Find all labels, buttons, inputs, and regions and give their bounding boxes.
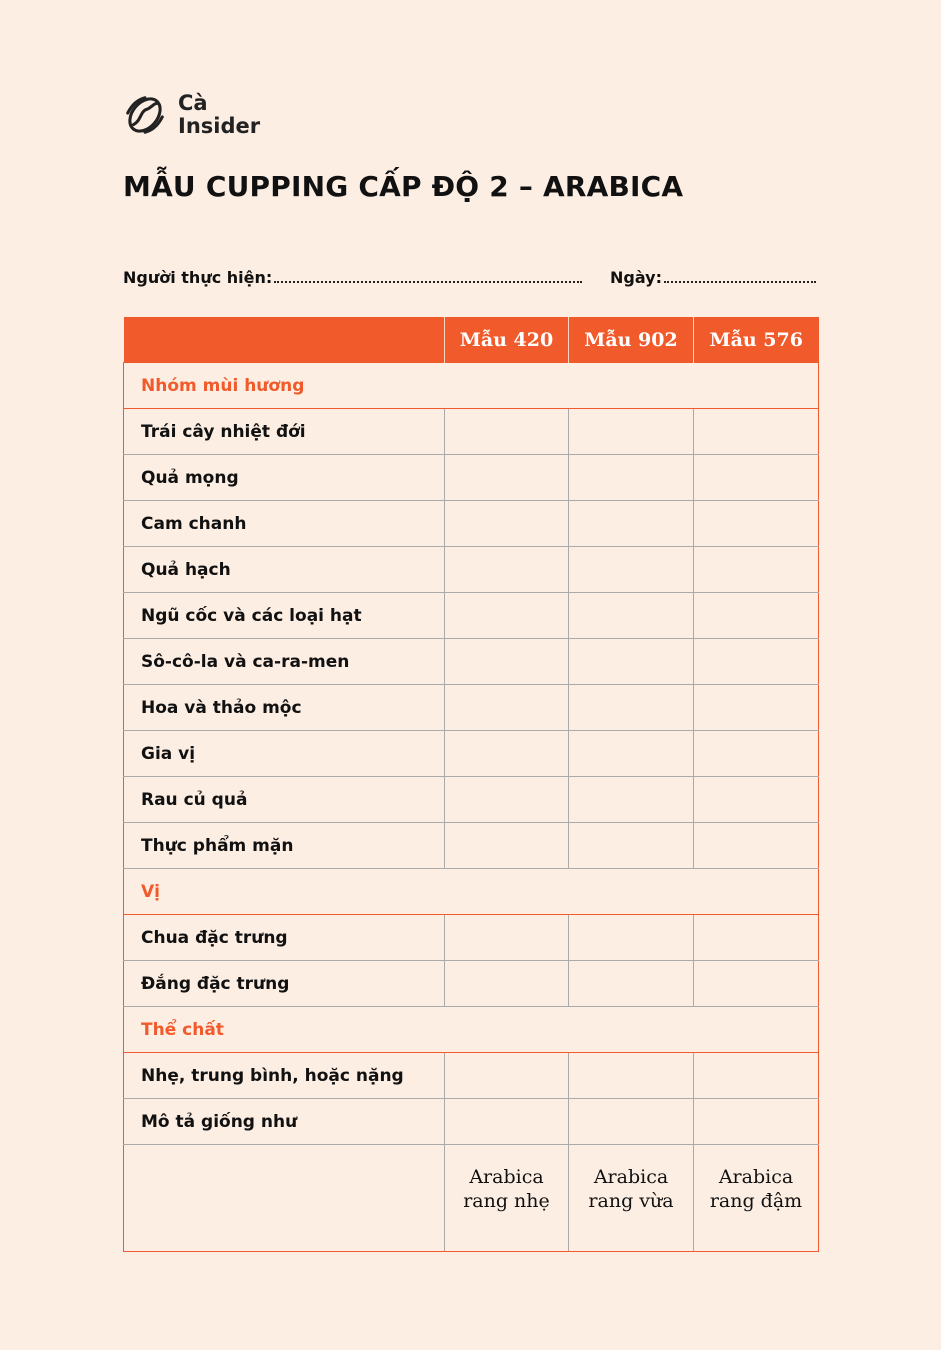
score-cell[interactable]: [694, 823, 819, 869]
score-cell[interactable]: [694, 1099, 819, 1145]
score-cell[interactable]: [445, 547, 569, 593]
performer-field[interactable]: [123, 268, 582, 287]
score-cell[interactable]: [569, 455, 694, 501]
table-row: [124, 961, 819, 1007]
score-cell[interactable]: [445, 777, 569, 823]
performer-label: Người thực hiện:: [123, 268, 273, 287]
score-cell[interactable]: [569, 547, 694, 593]
score-cell[interactable]: [445, 1053, 569, 1099]
header-sample-3: Mẫu 576: [694, 317, 819, 363]
row-label: Cam chanh: [124, 501, 445, 547]
performer-blank-line[interactable]: [274, 269, 582, 283]
row-label: Sô-cô-la và ca-ra-men: [124, 639, 445, 685]
score-cell[interactable]: [694, 777, 819, 823]
score-cell[interactable]: [569, 639, 694, 685]
roast-2-line-1: Arabica: [593, 1166, 669, 1188]
brand-name: [178, 92, 260, 138]
brand-line-2: Insider: [178, 114, 261, 138]
table-row: [124, 409, 819, 455]
score-cell[interactable]: [445, 915, 569, 961]
score-cell[interactable]: [445, 409, 569, 455]
score-cell[interactable]: [445, 961, 569, 1007]
date-label: Ngày:: [610, 268, 662, 287]
row-label: Quả mọng: [124, 455, 445, 501]
row-label: Quả hạch: [124, 547, 445, 593]
score-cell[interactable]: [569, 1053, 694, 1099]
row-label: Hoa và thảo mộc: [124, 685, 445, 731]
table-row: [124, 731, 819, 777]
score-cell[interactable]: [569, 731, 694, 777]
score-cell[interactable]: [569, 961, 694, 1007]
roast-row: [124, 1145, 819, 1252]
score-cell[interactable]: [445, 685, 569, 731]
score-cell[interactable]: [445, 731, 569, 777]
score-cell[interactable]: [694, 547, 819, 593]
date-field[interactable]: [610, 268, 816, 287]
table-header-row: [124, 317, 819, 363]
header-sample-2: Mẫu 902: [569, 317, 694, 363]
row-label: Nhẹ, trung bình, hoặc nặng: [124, 1053, 445, 1099]
cupping-table: [123, 317, 819, 1252]
score-cell[interactable]: [694, 685, 819, 731]
row-label: Gia vị: [124, 731, 445, 777]
section-title: Thể chất: [124, 1007, 819, 1053]
row-label: Đắng đặc trưng: [124, 961, 445, 1007]
roast-cell-1: [445, 1145, 569, 1252]
roast-2-line-2: rang vừa: [588, 1190, 674, 1212]
section-row-body: [124, 1007, 819, 1053]
score-cell[interactable]: [569, 777, 694, 823]
roast-3-line-2: rang đậm: [709, 1190, 803, 1212]
row-label: Mô tả giống như: [124, 1099, 445, 1145]
row-label: Rau củ quả: [124, 777, 445, 823]
score-cell[interactable]: [445, 501, 569, 547]
row-label: Chua đặc trưng: [124, 915, 445, 961]
row-label: Thực phẩm mặn: [124, 823, 445, 869]
roast-cell-3: [694, 1145, 819, 1252]
roast-cell-2: [569, 1145, 694, 1252]
section-row-taste: [124, 869, 819, 915]
score-cell[interactable]: [694, 915, 819, 961]
roast-1-line-1: Arabica: [469, 1166, 544, 1188]
score-cell[interactable]: [694, 961, 819, 1007]
roast-blank-cell: [124, 1145, 445, 1252]
header-blank-cell: [124, 317, 445, 363]
brand-line-1: Cà: [178, 91, 208, 115]
table-row: [124, 685, 819, 731]
score-cell[interactable]: [569, 409, 694, 455]
row-label: Trái cây nhiệt đới: [124, 409, 445, 455]
table-row: [124, 639, 819, 685]
score-cell[interactable]: [569, 1099, 694, 1145]
score-cell[interactable]: [445, 823, 569, 869]
score-cell[interactable]: [694, 455, 819, 501]
roast-3-line-1: Arabica: [718, 1166, 794, 1188]
score-cell[interactable]: [569, 685, 694, 731]
score-cell[interactable]: [569, 915, 694, 961]
table-row: [124, 455, 819, 501]
table-row: [124, 823, 819, 869]
score-cell[interactable]: [569, 593, 694, 639]
table-row: [124, 501, 819, 547]
table-row: [124, 1099, 819, 1145]
score-cell[interactable]: [694, 1053, 819, 1099]
score-cell[interactable]: [445, 1099, 569, 1145]
score-cell[interactable]: [694, 639, 819, 685]
row-label: Ngũ cốc và các loại hạt: [124, 593, 445, 639]
section-title: Vị: [124, 869, 819, 915]
score-cell[interactable]: [445, 455, 569, 501]
coffee-bean-icon: [122, 92, 168, 138]
date-blank-line[interactable]: [664, 269, 816, 283]
score-cell[interactable]: [694, 593, 819, 639]
header-sample-1: Mẫu 420: [445, 317, 569, 363]
table-row: [124, 1053, 819, 1099]
table-row: [124, 915, 819, 961]
page-title: MẪU CUPPING CẤP ĐỘ 2 – ARABICA: [123, 170, 684, 203]
table-row: [124, 547, 819, 593]
roast-1-line-2: rang nhẹ: [463, 1190, 550, 1212]
brand-logo: [122, 92, 260, 138]
section-row-aroma: [124, 363, 819, 409]
score-cell[interactable]: [569, 501, 694, 547]
score-cell[interactable]: [569, 823, 694, 869]
table-row: [124, 777, 819, 823]
score-cell[interactable]: [694, 501, 819, 547]
score-cell[interactable]: [445, 639, 569, 685]
section-title: Nhóm mùi hương: [124, 363, 819, 409]
score-cell[interactable]: [694, 731, 819, 777]
table-row: [124, 593, 819, 639]
score-cell[interactable]: [445, 593, 569, 639]
score-cell[interactable]: [694, 409, 819, 455]
